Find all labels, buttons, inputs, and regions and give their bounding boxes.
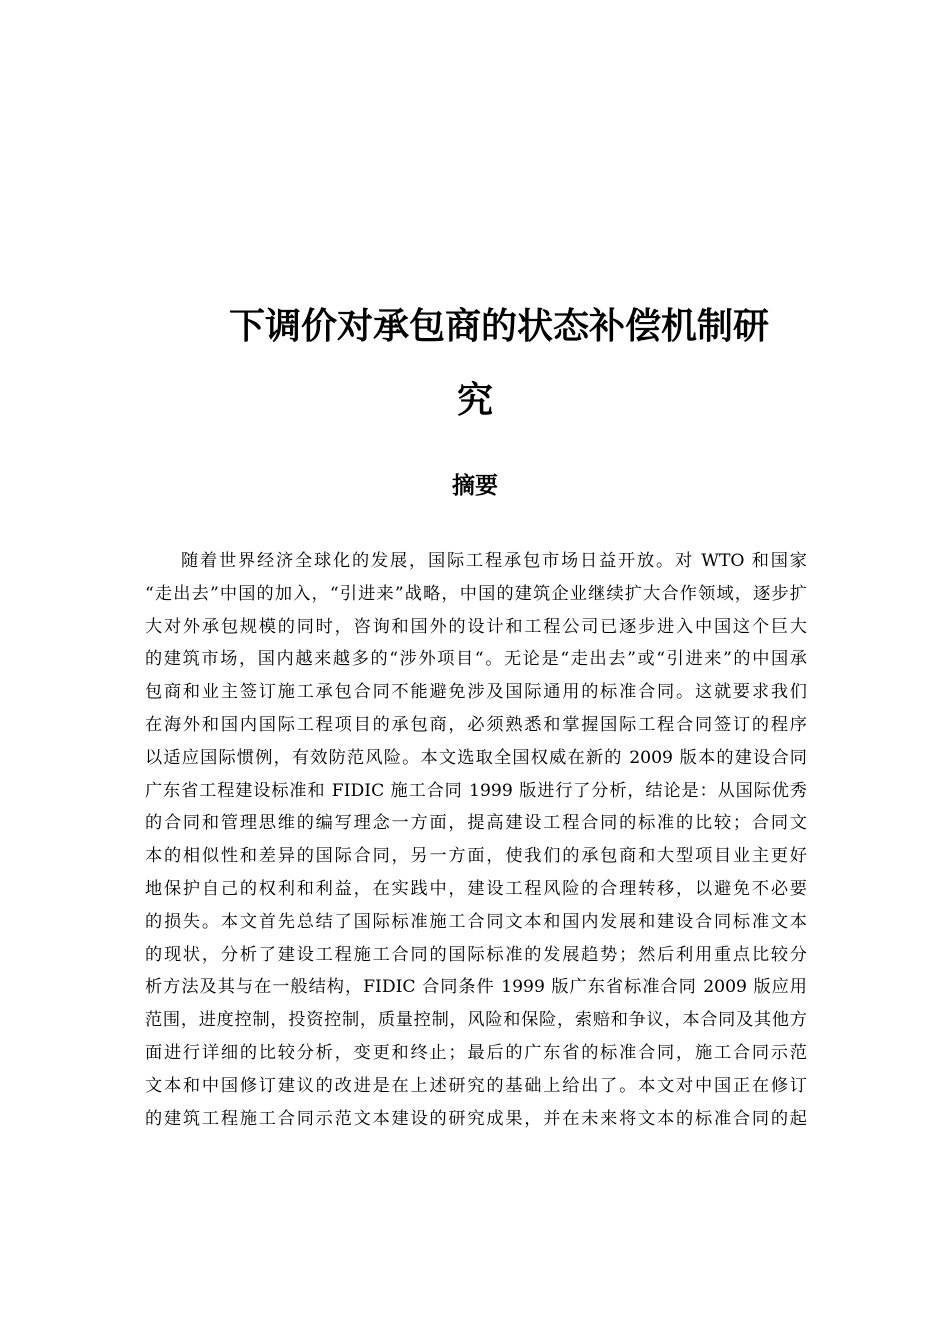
abstract-line: 的合同和管理思维的编写理念一方面，提高建设工程合同的标准的比较；合同文	[145, 813, 807, 834]
abstract-line: 面进行详细的比较分析，变更和终止；最后的广东省的标准合同，施工合同示范	[145, 1042, 807, 1063]
abstract-line: “走出去”中国的加入，“引进来”战略，中国的建筑企业继续扩大合作领域，逐步扩	[145, 583, 807, 604]
abstract-line: 广东省工程建设标准和 FIDIC 施工合同 1999 版进行了分析，结论是：从国际优秀	[145, 780, 807, 801]
abstract-line: 的现状，分析了建设工程施工合同的国际标准的发展趋势；然后利用重点比较分	[145, 944, 807, 965]
abstract-line: 范围，进度控制，投资控制，质量控制，风险和保险，索赔和争议，本合同及其他方	[145, 1010, 807, 1031]
abstract-line: 大对外承包规模的同时，咨询和国外的设计和工程公司已逐步进入中国这个巨大	[145, 616, 807, 637]
abstract-line: 以适应国际惯例，有效防范风险。本文选取全国权威在新的 2009 版本的建设合同	[145, 747, 807, 768]
document-title	[145, 290, 805, 438]
abstract-line: 的损失。本文首先总结了国际标准施工合同文本和国内发展和建设合同标准文本	[145, 911, 807, 932]
abstract-line: 的建筑工程施工合同示范文本建设的研究成果，并在未来将文本的标准合同的起	[145, 1108, 807, 1129]
abstract-body	[145, 545, 807, 1135]
abstract-heading: 摘要	[452, 473, 498, 499]
abstract-line: 析方法及其与在一般结构，FIDIC 合同条件 1999 版广东省标准合同 2009 版应用	[145, 977, 807, 998]
abstract-line: 随着世界经济全球化的发展，国际工程承包市场日益开放。对 WTO 和国家	[181, 551, 807, 571]
abstract-line: 文本和中国修订建议的改进是在上述研究的基础上给出了。本文对中国正在修订	[145, 1075, 807, 1096]
abstract-line: 在海外和国内国际工程项目的承包商，必须熟悉和掌握国际工程合同签订的程序	[145, 714, 807, 735]
abstract-line: 包商和业主签订施工承包合同不能避免涉及国际通用的标准合同。这就要求我们	[145, 682, 807, 703]
abstract-line: 地保护自己的权利和利益，在实践中，建设工程风险的合理转移，以避免不必要	[145, 878, 807, 899]
abstract-line: 的建筑市场，国内越来越多的“涉外项目“。无论是“走出去”或“引进来”的中国承	[145, 649, 807, 670]
title-line-2: 究	[456, 380, 493, 421]
abstract-line: 本的相似性和差异的国际合同，另一方面，使我们的承包商和大型项目业主更好	[145, 846, 807, 867]
title-line-1: 下调价对承包商的状态补偿机制研	[229, 306, 770, 347]
